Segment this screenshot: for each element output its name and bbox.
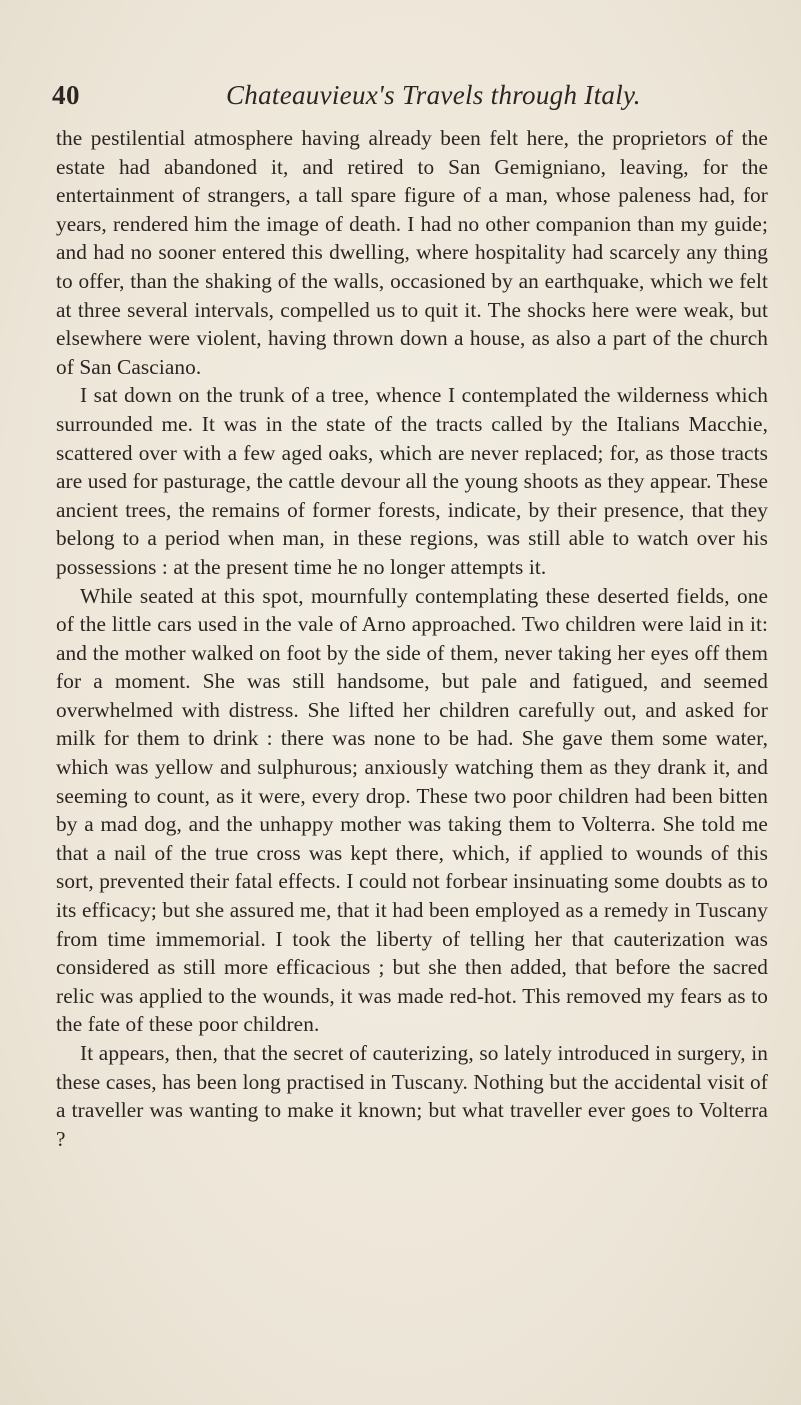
page-header: [46, 80, 766, 114]
paragraph-4: It appears, then, that the secret of cauterizing, so lately introduced in surgery, in these cases, has been long practised in Tuscany. Nothing but the accidental visit of a traveller was wanting to make it known; but what traveller ever goes to Volterra ?: [56, 1041, 768, 1151]
page-number: 40: [52, 80, 80, 110]
paragraph-2: I sat down on the trunk of a tree, whence I contemplated the wilderness which surrounded me. It was in the state of the tracts called by the Italians Macchie, scattered over with a few aged oaks, which are never replaced; for, as those tracts are used for pasturage, the cattle devour all the young shoots as they appear. These ancient trees, the remains of former forests, indicate, by their presence, that they belong to a period when man, in these regions, was still able to watch over his possessions : at the present time he no longer attempts it.: [56, 383, 768, 579]
running-title: Chateauvieux's Travels through Italy.: [226, 80, 641, 110]
paragraph-3: While seated at this spot, mournfully contemplating these deserted fields, one of the little cars used in the vale of Arno approached. Two children were laid in it: and the mother walked on foot by the side of them, never taking her eyes off them for a moment. She was still handsome, but pale and fatigued, and seemed overwhelmed with distress. She lifted her children carefully out, and asked for milk for them to drink : there was none to be had. She gave them some water, which was yellow and sulphurous; anxiously watching them as they drank it, and seeming to count, as it were, every drop. These two poor children had been bitten by a mad dog, and the unhappy mother was taking them to Volterra. She told me that a nail of the true cross was kept there, which, if applied to wounds of this sort, prevented their fatal effects. I could not forbear insinuating some doubts as to its efficacy; but she assured me, that it had been employed as a remedy in Tuscany from time immemorial. I took the liberty of telling her that cauterization was considered as still more efficacious ; but she then added, that before the sacred relic was applied to the wounds, it was made red-hot. This removed my fears as to the fate of these poor children.: [56, 583, 768, 1037]
paragraph-1: the pestilential atmosphere having already been felt here, the proprietors of the estate had abandoned it, and retired to San Gemigniano, leaving, for the entertainment of strangers, a tall spare figure of a man, whose paleness had, for years, rendered him the image of death. I had no other companion than my guide; and had no sooner entered this dwelling, where hospitality had scarcely any thing to offer, than the shaking of the walls, occasioned by an earthquake, which we felt at three several intervals, compelled us to quit it. The shocks here were weak, but elsewhere were violent, having thrown down a house, as also a part of the church of San Casciano.: [56, 126, 768, 379]
body-text: [56, 124, 768, 1153]
